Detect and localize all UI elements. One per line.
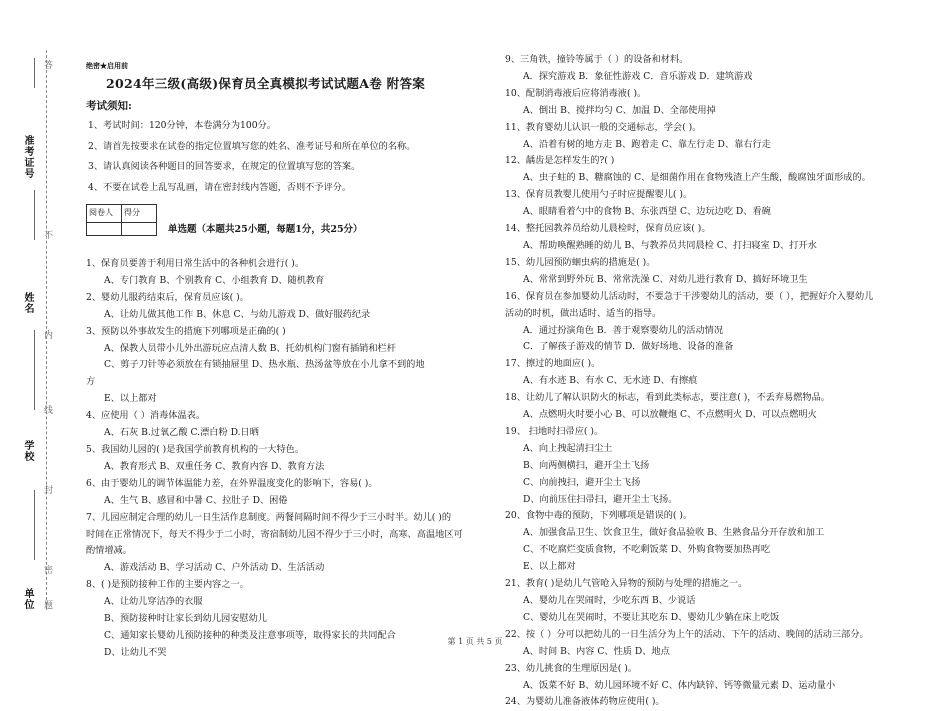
- answer-option: B、预防接种时让家长到幼儿园安慰幼儿: [104, 613, 267, 625]
- name-label: 姓名: [22, 292, 33, 314]
- blank-line: [34, 330, 35, 410]
- question-text: 1、保育员要善于利用日常生活中的各种机会进行( )。: [86, 258, 305, 269]
- question-text: 18、让幼儿了解认识防火的标志，看到此类标志，要注意( )，不丢弃易燃物品。: [505, 392, 830, 404]
- answer-option: A、石灰 B.过氧乙酸 C.漂白粉 D.日晒: [104, 427, 259, 439]
- answer-option: A、有水迹 B、有水 C、无水迹 D、有擦痕: [523, 375, 698, 387]
- answer-option: A、保教人员带小儿外出游玩应点清人数 B、托幼机构门窗有插销和栏杆: [104, 342, 396, 354]
- grader-blank[interactable]: [87, 222, 122, 235]
- answer-option: A、倒出 B、搅拌均匀 C、加温 D、全部使用掉: [523, 104, 716, 116]
- question-text: 21、教育( )是幼儿气管呛入异物的预防与处理的措施之一。: [505, 578, 748, 590]
- answer-option: A、虫子蛀的 B、糖腐蚀的 C、是细菌作用在食物残渣上产生酸，酸腐蚀牙面形成的。: [523, 172, 871, 184]
- question-text: 16、保育员在参加婴幼儿活动时，不要急于干涉婴幼儿的活动，要（ ），把握好介入婴幼儿: [505, 290, 874, 302]
- question-text: 12、龋齿是怎样发生的?( ): [505, 155, 615, 167]
- page-footer: 第 1 页 共 5 页: [447, 637, 503, 646]
- answer-option: A．通过扮演角色 B．善于观察婴幼儿的活动情况: [523, 324, 724, 336]
- question-continuation: 方: [86, 376, 96, 388]
- answer-option: A、生气 B、感冒和中暑 C、拉肚子 D、困倦: [104, 494, 288, 506]
- answer-option: C、向前拽扫，避开尘土飞扬: [523, 476, 641, 488]
- answer-option: A、帮助唤醒熟睡的幼儿 B、与教养员共同晨检 C、打扫寝室 D、打开水: [523, 239, 817, 251]
- answer-option: E、以上都对: [104, 393, 157, 405]
- answer-option: A、让幼儿做其他工作 B、休息 C、与幼儿游戏 D、做好服药纪录: [104, 308, 371, 320]
- answer-option: A、时间 B、内容 C、性质 D、地点: [523, 645, 670, 657]
- answer-option: A、眼睛看着勺中的食物 B、东张西望 C、边玩边吃 D、看碗: [523, 206, 771, 218]
- left-questions: [86, 256, 484, 662]
- answer-option: C、剪子刀针等必须放在有锁抽屉里 D、热水瓶、热汤盆等放在小儿拿不到的地: [104, 359, 425, 371]
- answer-option: A、让幼儿穿洁净的衣服: [104, 596, 203, 608]
- question-text: 17、擦过的地面应( )。: [505, 358, 601, 370]
- right-questions: [505, 52, 915, 711]
- question-continuation: 时间在正常情况下，每天不得少于二小时，寄宿制幼儿园不得少于三小时，高寒、高温地区可: [86, 528, 463, 540]
- answer-option: B、向两侧横扫，避开尘土飞扬: [523, 459, 650, 471]
- answer-option: A、游戏活动 B、学习活动 C、户外活动 D、生活活动: [104, 562, 325, 574]
- score-table: [86, 204, 157, 236]
- secret-label: 绝密★启用前: [86, 61, 128, 70]
- score-cell: 得分: [122, 205, 157, 223]
- blank-line: [34, 190, 35, 240]
- question-text: 11、教育婴幼儿认识一般的交通标志，学会( )。: [505, 121, 702, 133]
- page-title: 2024年三级(高级)保育员全真模拟考试试题A卷 附答案: [106, 76, 426, 91]
- seal-mark: 内: [42, 330, 52, 339]
- answer-option: C、通知家长婴幼儿预防接种的种类及注意事项等，取得家长的共同配合: [104, 629, 396, 641]
- blank-line: [34, 58, 35, 88]
- grader-cell: 阅卷人: [87, 205, 122, 223]
- notice-item: 2、请首先按要求在试卷的指定位置填写您的姓名、准考证号和所在单位的名称。: [88, 140, 416, 152]
- exam-number-label: 准考证号: [22, 135, 33, 179]
- question-text: 24、为婴幼儿准备液体药物应使用( )。: [505, 696, 665, 708]
- binding-margin: [0, 0, 60, 671]
- left-column: [86, 52, 484, 662]
- answer-option: A、常常到野外玩 B、常常洗澡 C、对幼儿进行教育 D、搞好环境卫生: [523, 273, 808, 285]
- notice-item: 4、不要在试卷上乱写乱画，请在密封线内答题，否则不予评分。: [88, 181, 352, 193]
- section-heading: 单选题（本题共25小题，每题1分，共25分）: [168, 224, 363, 235]
- question-text: 14、整托园教养员给幼儿晨检时，保育员应该( )。: [505, 223, 711, 235]
- score-blank[interactable]: [122, 222, 157, 235]
- question-text: 22、按（ ）分可以把幼儿的一日生活分为上午的活动、下午的活动、晚间的活动三部分。: [505, 628, 869, 640]
- answer-option: C、婴幼儿在哭闹时，不要让其吃东 D、婴幼儿少躺在床上吃饭: [523, 611, 780, 623]
- answer-option: A、加强食品卫生、饮食卫生，做好食品验收 B、生熟食品分开存放和加工: [523, 527, 825, 539]
- question-text: 5、我国幼儿园的( )是我国学前教育机构的一大特色。: [86, 443, 305, 455]
- question-text: 2、婴幼儿服药结束后，保育员应该( )。: [86, 291, 249, 303]
- question-text: 6、由于婴幼儿的调节体温能力差，在外界温度变化的影响下，容易( )。: [86, 477, 378, 489]
- answer-option: A、沿着有树的地方走 B、跑着走 C、靠左行走 D、靠右行走: [523, 138, 771, 150]
- question-text: 9、三角铁，撞铃等属于（ ）的设备和材料。: [505, 54, 689, 65]
- answer-option: A、专门教育 B、个别教育 C、小组教育 D、随机教育: [104, 274, 325, 286]
- right-column: [505, 52, 915, 711]
- notice-heading: 考试须知:: [86, 100, 132, 112]
- answer-option: D、让幼儿不哭: [104, 646, 167, 658]
- notice-item: 1、考试时间：120分钟，本卷满分为100分。: [88, 120, 276, 131]
- seal-mark: 线: [42, 405, 52, 414]
- question-continuation: 活动的时机，做出适时、适当的指导。: [505, 307, 662, 319]
- blank-line: [34, 490, 35, 560]
- school-label: 学校: [22, 440, 33, 462]
- question-text: 8、( )是预防接种工作的主要内容之一。: [86, 579, 249, 591]
- seal-mark: 密: [42, 565, 52, 574]
- question-text: 7、儿园应制定合理的幼儿一日生活作息制度。两餐间隔时间不得少于三小时半。幼儿( )的: [86, 511, 452, 523]
- answer-option: A、向上拽起清扫尘土: [523, 442, 613, 454]
- question-text: 4、应使用（ ）消毒体温表。: [86, 410, 206, 422]
- score-area: [86, 204, 484, 244]
- question-text: 13、保育员教婴儿使用勺子时应提醒婴儿( )。: [505, 189, 693, 201]
- seal-mark: 不: [42, 230, 52, 239]
- question-text: 20、食物中毒的预防，下列哪项是错误的( )。: [505, 510, 693, 522]
- question-text: 19、 扫地时扫帚应( )。: [505, 425, 604, 437]
- answer-option: C．了解孩子游戏的情节 D．做好场地、设备的准备: [523, 341, 734, 353]
- question-text: 23、幼儿挑食的生理原因是( )。: [505, 662, 638, 674]
- answer-option: A、点燃明火时要小心 B、可以放鞭炮 C、不点燃明火 D、可以点燃明火: [523, 409, 817, 421]
- seal-mark: 题: [42, 600, 52, 609]
- answer-option: A、教育形式 B、双重任务 C、教育内容 D、教育方法: [104, 460, 325, 472]
- unit-label: 单位: [22, 588, 33, 610]
- answer-option: D、向前压住扫帚扫，避开尘土飞扬。: [523, 493, 678, 505]
- question-text: 3、预防以外事故发生的措施下列哪项是正确的( ): [86, 325, 286, 337]
- question-text: 15、幼儿园预防蛔虫病的措施是( )。: [505, 256, 656, 268]
- notice-item: 3、请认真阅读各种题目的回答要求，在规定的位置填写您的答案。: [88, 161, 361, 172]
- question-continuation: 酌情增减。: [86, 545, 132, 557]
- question-text: 10、配制消毒液后应将消毒液( )。: [505, 87, 647, 99]
- answer-option: A、婴幼儿在哭闹时，少吃东西 B、少说话: [523, 595, 696, 606]
- seal-mark: 答: [42, 60, 52, 69]
- answer-option: C、不吃腐烂变质食物，不吃剩饭菜 D、外购食物要加热再吃: [523, 544, 771, 556]
- answer-option: A．探究游戏 B．象征性游戏 C．音乐游戏 D．建筑游戏: [523, 70, 753, 82]
- answer-option: E、以上都对: [523, 561, 576, 573]
- seal-mark: 封: [42, 485, 52, 494]
- answer-option: A、饭菜不好 B、幼儿园环境不好 C、体内缺锌、钙等微量元素 D、运动量小: [523, 679, 836, 691]
